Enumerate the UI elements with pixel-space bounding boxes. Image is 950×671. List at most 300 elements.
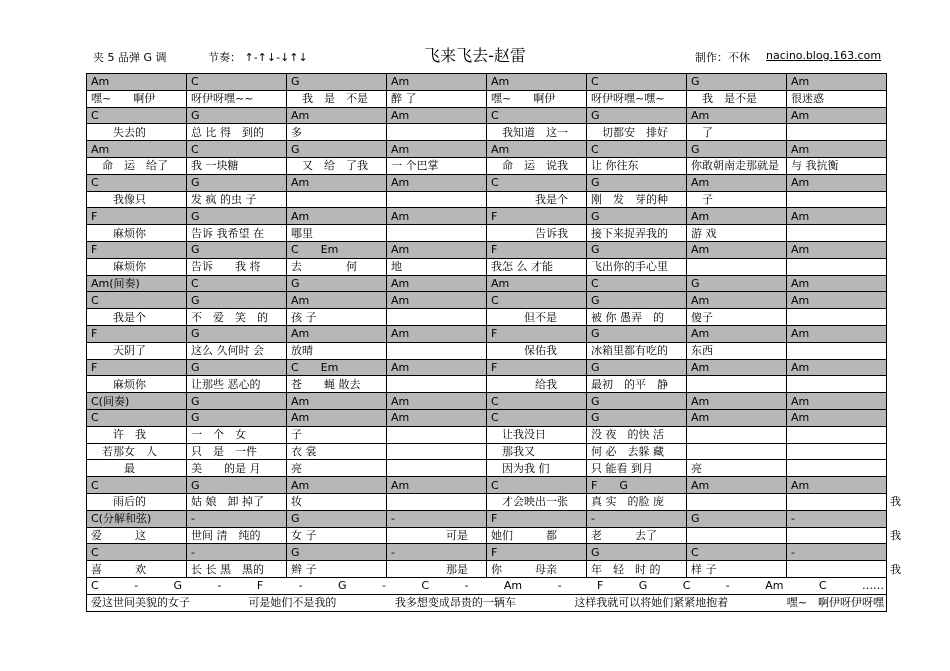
footer-lyric: 这样我就可以将她们紧紧地抱着 xyxy=(574,596,729,610)
chord-cell: G xyxy=(187,477,287,494)
chord-cell: C xyxy=(487,292,587,309)
lyric-cell: 发 疯 的虫 子 xyxy=(187,191,287,208)
chord-cell: Am xyxy=(87,141,187,158)
lyric-cell: 这么 久何时 会 xyxy=(187,342,287,359)
lyric-cell: 许 我 xyxy=(87,426,187,443)
chord-cell: G xyxy=(587,409,687,426)
footer-chord: G xyxy=(638,579,648,593)
chord-row xyxy=(87,275,887,292)
chord-cell: C xyxy=(587,141,687,158)
chord-cell: - xyxy=(587,510,687,527)
chord-cell: C xyxy=(687,544,787,561)
footer-chord: G xyxy=(173,579,183,593)
lyric-cell: 地 xyxy=(387,258,487,275)
lyric-cell: 亮 xyxy=(687,460,787,477)
lyric-cell: 放晴 xyxy=(287,342,387,359)
lyric-cell: 嘿~ 啊伊 xyxy=(487,90,587,107)
chord-row xyxy=(87,208,887,225)
lyric-cell: 总 比 得 到的 xyxy=(187,124,287,141)
chord-row xyxy=(87,393,887,410)
lyric-cell: 告诉我 xyxy=(487,225,587,242)
chord-cell: G xyxy=(587,325,687,342)
chord-cell: G xyxy=(287,141,387,158)
chord-row xyxy=(87,409,887,426)
footer-lyric: 我多想变成昂贵的一辆车 xyxy=(394,596,516,610)
rhythm-label: 节奏： xyxy=(208,51,241,64)
lyric-row xyxy=(87,460,887,477)
lyric-cell: 爱 这 xyxy=(87,527,187,544)
chord-cell: G xyxy=(587,292,687,309)
chord-cell: F xyxy=(487,325,587,342)
chord-cell: C xyxy=(587,74,687,91)
lyric-row xyxy=(87,157,887,174)
lyric-cell: 只 是 一件 xyxy=(187,443,287,460)
lyric-cell: 孩 子 xyxy=(287,309,387,326)
lyric-cell: 我 是 不是 xyxy=(287,90,387,107)
footer-chord-row xyxy=(87,577,887,594)
lyric-cell: 女 子 xyxy=(287,527,387,544)
chord-cell: - xyxy=(787,544,887,561)
lyric-cell: 一 个 女 xyxy=(187,426,287,443)
chord-cell: C xyxy=(487,393,587,410)
lyric-cell: 天阴了 xyxy=(87,342,187,359)
chord-cell: - xyxy=(787,510,887,527)
lyric-cell: 最初 的平 静 xyxy=(587,376,687,393)
chord-cell: G xyxy=(187,292,287,309)
chord-cell: Am xyxy=(687,409,787,426)
footer-chord: - xyxy=(464,579,469,593)
lyric-cell xyxy=(387,309,487,326)
rhythm-pattern: ↑-↑↓-↓↑↓ xyxy=(244,51,308,64)
chord-cell: Am xyxy=(687,174,787,191)
chord-cell: G xyxy=(287,74,387,91)
chord-cell: Am xyxy=(687,292,787,309)
lyric-cell: 世间 清 纯的 xyxy=(187,527,287,544)
chord-cell: Am xyxy=(787,241,887,258)
lyric-cell: 雨后的 xyxy=(87,493,187,510)
lyric-cell: 美 的是 月 xyxy=(187,460,287,477)
footer-chord: …… xyxy=(861,579,884,593)
lyric-cell: 保佑我 xyxy=(487,342,587,359)
lyric-cell: 告诉 我希望 在 xyxy=(187,225,287,242)
chord-cell: Am xyxy=(787,409,887,426)
chord-cell: G xyxy=(687,275,787,292)
lyric-cell: 那我又 xyxy=(487,443,587,460)
chord-row xyxy=(87,325,887,342)
lyric-cell xyxy=(787,124,887,141)
lyric-cell: 但不是 xyxy=(487,309,587,326)
chord-cell: F xyxy=(487,359,587,376)
lyric-cell: 年 轻 时 的 xyxy=(587,561,687,578)
chord-cell: G xyxy=(187,393,287,410)
lyric-cell: 一 个巴掌 xyxy=(387,157,487,174)
footer-chord: F xyxy=(596,579,604,593)
chord-cell: F xyxy=(487,510,587,527)
lyric-cell: 我怎 么 才能 xyxy=(487,258,587,275)
chord-cell: F xyxy=(87,208,187,225)
chord-cell: G xyxy=(687,74,787,91)
chord-cell: C xyxy=(87,174,187,191)
lyric-cell: 麻烦你 xyxy=(87,225,187,242)
footer-chord: - xyxy=(725,579,730,593)
lyric-cell: 刚 发 芽的种 xyxy=(587,191,687,208)
lyric-cell: 我知道 这一 xyxy=(487,124,587,141)
lyric-cell: 辫 子 xyxy=(287,561,387,578)
lyric-cell xyxy=(387,443,487,460)
chord-cell: Am xyxy=(487,74,587,91)
chord-cell: Am xyxy=(787,141,887,158)
chord-cell: Am xyxy=(387,477,487,494)
lyric-cell: 才会映出一张 xyxy=(487,493,587,510)
chord-cell: Am xyxy=(287,107,387,124)
chord-cell: - xyxy=(187,510,287,527)
lyric-row xyxy=(87,561,887,578)
lyric-cell: 与 我抗衡 xyxy=(787,157,887,174)
chord-cell: Am xyxy=(387,275,487,292)
lyric-row xyxy=(87,342,887,359)
footer-chord: - xyxy=(557,579,562,593)
lyric-row xyxy=(87,258,887,275)
lyric-cell: 我是个 xyxy=(487,191,587,208)
chord-cell: Am xyxy=(287,208,387,225)
chord-cell: Am xyxy=(387,141,487,158)
chord-cell: Am xyxy=(387,174,487,191)
chord-cell: - xyxy=(387,510,487,527)
lyric-cell: 麻烦你 xyxy=(87,376,187,393)
chord-cell: C xyxy=(87,409,187,426)
lyric-cell: 让那些 恶心的 xyxy=(187,376,287,393)
chord-cell: F xyxy=(487,241,587,258)
footer-chord: Am xyxy=(765,579,784,593)
chord-row xyxy=(87,74,887,91)
footer-chord: Am xyxy=(503,579,523,593)
chord-cell: Am xyxy=(487,275,587,292)
chord-cell: Am xyxy=(787,359,887,376)
chord-cell: C Em xyxy=(287,241,387,258)
chord-cell: Am xyxy=(687,477,787,494)
chord-cell: C xyxy=(487,174,587,191)
chord-cell: G xyxy=(587,544,687,561)
lyric-cell xyxy=(787,258,887,275)
chord-cell: Am xyxy=(487,141,587,158)
lyric-cell: 命 运 给了 xyxy=(87,157,187,174)
lyric-cell: 你 母亲 xyxy=(487,561,587,578)
chord-cell: F G xyxy=(587,477,687,494)
capo-info: 夹 5 品弹 G 调 xyxy=(93,51,167,64)
chord-cell: Am xyxy=(787,393,887,410)
chord-cell: Am xyxy=(287,477,387,494)
lyric-cell: 我 xyxy=(787,493,887,510)
lyric-cell: 她们 都 xyxy=(487,527,587,544)
chord-cell: Am xyxy=(787,275,887,292)
lyric-cell xyxy=(687,376,787,393)
chord-row xyxy=(87,107,887,124)
chord-cell: G xyxy=(587,107,687,124)
footer-chord: F xyxy=(256,579,264,593)
chord-cell: C xyxy=(487,477,587,494)
chord-cell: Am xyxy=(787,292,887,309)
lyric-row xyxy=(87,426,887,443)
chord-cell: F xyxy=(487,208,587,225)
lyric-cell xyxy=(687,527,787,544)
chord-cell: G xyxy=(687,510,787,527)
chord-cell: Am xyxy=(787,477,887,494)
chord-cell: C(间奏) xyxy=(87,393,187,410)
chord-cell: Am xyxy=(287,174,387,191)
chord-cell: Am xyxy=(287,292,387,309)
chord-cell: G xyxy=(587,174,687,191)
lyric-cell xyxy=(787,443,887,460)
footer-chord: C xyxy=(91,579,99,593)
chord-cell: G xyxy=(187,208,287,225)
chord-cell: Am xyxy=(787,208,887,225)
lyric-cell xyxy=(387,460,487,477)
chord-cell: Am xyxy=(87,74,187,91)
chord-cell: Am xyxy=(387,241,487,258)
chord-cell: G xyxy=(587,208,687,225)
sheet-header xyxy=(0,0,950,72)
lyric-cell: 告诉 我 将 xyxy=(187,258,287,275)
chord-cell: Am xyxy=(287,409,387,426)
lyric-cell xyxy=(687,493,787,510)
lyric-cell: 最 xyxy=(87,460,187,477)
chord-cell: Am xyxy=(687,241,787,258)
chord-cell: Am xyxy=(687,325,787,342)
lyric-cell: 何 必 去躲 藏 xyxy=(587,443,687,460)
lyric-cell xyxy=(787,376,887,393)
chord-cell: Am xyxy=(787,107,887,124)
lyric-cell: 让我没日 xyxy=(487,426,587,443)
lyric-cell: 我 一块糖 xyxy=(187,157,287,174)
lyric-cell: 东西 xyxy=(687,342,787,359)
chord-cell: Am xyxy=(787,325,887,342)
lyric-cell xyxy=(387,124,487,141)
footer-lyric: 爱这世间美貌的女子 xyxy=(91,596,190,610)
lyric-cell: 若那女 人 xyxy=(87,443,187,460)
footer-chord: G xyxy=(338,579,347,593)
lyric-cell: 我 xyxy=(787,527,887,544)
lyric-cell: 去 何 xyxy=(287,258,387,275)
lyric-cell: 子 xyxy=(287,426,387,443)
chord-cell: C xyxy=(87,544,187,561)
lyric-cell: 不 爱 笑 的 xyxy=(187,309,287,326)
lyric-cell: 接下来捉弄我的 xyxy=(587,225,687,242)
lyric-cell: 因为我 们 xyxy=(487,460,587,477)
chord-cell: C xyxy=(187,74,287,91)
lyric-cell: 可是 xyxy=(387,527,487,544)
lyric-cell: 只 能看 到月 xyxy=(587,460,687,477)
chord-cell: C xyxy=(587,275,687,292)
lyric-cell: 苍 蝇 散去 xyxy=(287,376,387,393)
footer-chord: C xyxy=(682,579,691,593)
lyric-cell: 我像只 xyxy=(87,191,187,208)
lyric-cell xyxy=(287,191,387,208)
chord-row xyxy=(87,477,887,494)
chord-cell: G xyxy=(187,359,287,376)
chord-row xyxy=(87,359,887,376)
footer-lyric: 嘿~ 啊伊呀伊呀嘿 xyxy=(786,596,884,610)
lyric-cell: 傻子 xyxy=(687,309,787,326)
lyric-cell: 又 给 了我 xyxy=(287,157,387,174)
lyric-cell: 命 运 说我 xyxy=(487,157,587,174)
lyric-row xyxy=(87,493,887,510)
lyric-cell xyxy=(387,426,487,443)
chord-row xyxy=(87,241,887,258)
chord-row xyxy=(87,510,887,527)
chord-cell: C xyxy=(487,409,587,426)
chord-cell: G xyxy=(187,241,287,258)
chord-cell: C xyxy=(87,477,187,494)
lyric-cell xyxy=(387,493,487,510)
chord-cell: Am xyxy=(387,74,487,91)
chord-cell: G xyxy=(187,325,287,342)
chord-cell: G xyxy=(587,393,687,410)
lyric-cell: 亮 xyxy=(287,460,387,477)
chord-cell: G xyxy=(187,409,287,426)
chord-row xyxy=(87,174,887,191)
lyric-cell xyxy=(787,191,887,208)
lyric-row xyxy=(87,309,887,326)
lyric-cell: 醉 了 xyxy=(387,90,487,107)
lyric-cell: 真 实 的脸 庞 xyxy=(587,493,687,510)
chord-cell: C xyxy=(487,107,587,124)
blog-link[interactable]: nacino.blog.163.com xyxy=(766,49,882,62)
chord-cell: C xyxy=(187,275,287,292)
chord-cell: Am xyxy=(687,208,787,225)
chord-cell: G xyxy=(287,275,387,292)
chord-cell: - xyxy=(387,544,487,561)
chord-cell: Am xyxy=(387,359,487,376)
lyric-cell: 很迷惑 xyxy=(787,90,887,107)
lyric-row xyxy=(87,443,887,460)
chord-cell: Am(间奏) xyxy=(87,275,187,292)
song-title: 飞来飞去-赵雷 xyxy=(424,46,526,65)
lyric-cell: 我 xyxy=(787,561,887,578)
lyric-cell: 长 长 黑 黑的 xyxy=(187,561,287,578)
lyric-cell: 我是个 xyxy=(87,309,187,326)
lyric-cell: 老 去了 xyxy=(587,527,687,544)
lyric-cell xyxy=(387,376,487,393)
lyric-cell: 哪里 xyxy=(287,225,387,242)
lyric-cell xyxy=(787,309,887,326)
chord-cell: G xyxy=(187,107,287,124)
chord-cell: F xyxy=(87,325,187,342)
chord-cell: G xyxy=(587,241,687,258)
lyric-cell: 子 xyxy=(687,191,787,208)
chord-cell: Am xyxy=(387,208,487,225)
chord-cell: F xyxy=(487,544,587,561)
lyric-cell: 失去的 xyxy=(87,124,187,141)
lyric-cell: 嘿~ 啊伊 xyxy=(87,90,187,107)
chord-row xyxy=(87,141,887,158)
footer-chord: C xyxy=(818,579,827,593)
chord-cell: G xyxy=(287,544,387,561)
footer-chord: - xyxy=(298,579,303,593)
maker-credit: 制作：不休 xyxy=(695,51,750,64)
lyric-cell xyxy=(387,342,487,359)
lyric-cell: 姑 娘 卸 掉了 xyxy=(187,493,287,510)
chord-cell: Am xyxy=(387,292,487,309)
chord-cell: Am xyxy=(387,107,487,124)
lyric-cell: 给我 xyxy=(487,376,587,393)
lyric-cell: 样 子 xyxy=(687,561,787,578)
chord-cell: C xyxy=(187,141,287,158)
chord-cell: C xyxy=(87,292,187,309)
lyric-row xyxy=(87,124,887,141)
chord-cell: C(分解和弦) xyxy=(87,510,187,527)
lyric-cell: 呀伊呀嘿~~ xyxy=(187,90,287,107)
chord-cell: Am xyxy=(287,325,387,342)
footer-chord: - xyxy=(381,579,386,593)
lyric-cell: 衣 裳 xyxy=(287,443,387,460)
chord-cell: C Em xyxy=(287,359,387,376)
lyric-row xyxy=(87,225,887,242)
chord-cell: Am xyxy=(287,393,387,410)
footer-chord: - xyxy=(217,579,222,593)
lyric-cell: 冰箱里都有吃的 xyxy=(587,342,687,359)
lyric-cell: 被 你 愚弄 的 xyxy=(587,309,687,326)
lyric-cell: 游 戏 xyxy=(687,225,787,242)
lyric-cell: 让 你往东 xyxy=(587,157,687,174)
chord-cell: Am xyxy=(387,325,487,342)
lyric-cell: 了 xyxy=(687,124,787,141)
lyric-cell: 呀伊呀嘿~嘿~ xyxy=(587,90,687,107)
footer-lyric-row xyxy=(87,594,887,611)
lyric-cell xyxy=(687,258,787,275)
lyric-cell: 喜 欢 xyxy=(87,561,187,578)
chord-cell: G xyxy=(187,174,287,191)
chord-cell: F xyxy=(87,359,187,376)
lyric-cell xyxy=(787,225,887,242)
chord-cell: Am xyxy=(687,359,787,376)
lyric-cell xyxy=(787,342,887,359)
lyric-row xyxy=(87,376,887,393)
footer-lyric: 可是她们不是我的 xyxy=(248,596,337,610)
lyric-cell xyxy=(387,191,487,208)
chord-cell: - xyxy=(187,544,287,561)
lyric-cell: 麻烦你 xyxy=(87,258,187,275)
lyric-cell: 飞出你的手心里 xyxy=(587,258,687,275)
lyric-cell xyxy=(787,460,887,477)
lyric-cell: 那是 xyxy=(387,561,487,578)
chord-cell: F xyxy=(87,241,187,258)
lyric-cell xyxy=(787,426,887,443)
footer-chord: - xyxy=(134,579,139,593)
chord-row xyxy=(87,292,887,309)
chord-cell: Am xyxy=(787,74,887,91)
lyric-row xyxy=(87,527,887,544)
lyric-row xyxy=(87,191,887,208)
lyric-cell: 切都安 排好 xyxy=(587,124,687,141)
chord-cell: Am xyxy=(387,409,487,426)
chord-cell: Am xyxy=(387,393,487,410)
footer-chord: C xyxy=(421,579,430,593)
chord-cell: C xyxy=(87,107,187,124)
lyric-row xyxy=(87,90,887,107)
chord-cell: Am xyxy=(687,107,787,124)
lyric-cell: 多 xyxy=(287,124,387,141)
chord-cell: G xyxy=(687,141,787,158)
lyric-cell: 没 夜 的快 活 xyxy=(587,426,687,443)
lyric-cell: 妆 xyxy=(287,493,387,510)
chord-sheet-table xyxy=(86,73,901,612)
chord-cell: Am xyxy=(687,393,787,410)
chord-cell: G xyxy=(287,510,387,527)
chord-cell: G xyxy=(587,359,687,376)
lyric-cell xyxy=(387,225,487,242)
lyric-cell xyxy=(687,443,787,460)
lyric-cell: 你敢朝南走那就是 xyxy=(687,157,787,174)
